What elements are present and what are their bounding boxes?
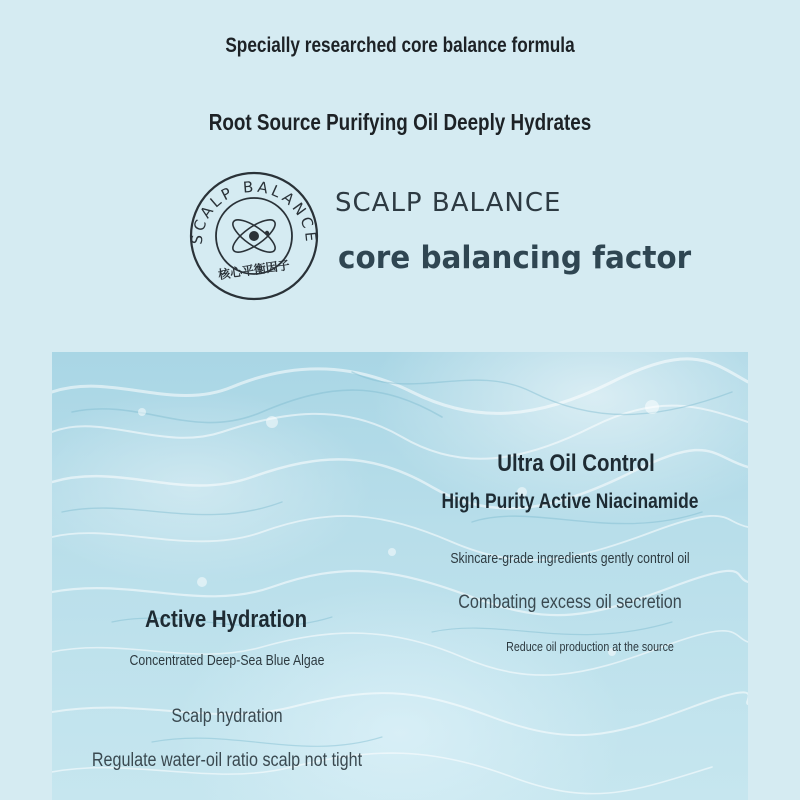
header-formula-line: Specially researched core balance formula [225,34,575,57]
hydration-subtitle: Concentrated Deep-Sea Blue Algae [129,652,325,669]
oil-control-subtitle: High Purity Active Niacinamide [441,490,699,513]
hydration-line-2: Regulate water-oil ratio scalp not tight [91,750,363,771]
oil-control-line-3: Reduce oil production at the source [506,639,674,654]
oil-control-line-2: Combating excess oil secretion [458,592,682,613]
oil-control-title: Ultra Oil Control [497,450,655,477]
scalp-balance-seal-logo [188,170,320,302]
brand-subtitle: core balancing factor [338,240,692,276]
hydration-title: Active Hydration [144,606,308,633]
water-ripple-pattern [52,352,748,800]
oil-control-line-1: Skincare-grade ingredients gently control oil [450,550,690,567]
brand-name: SCALP BALANCE [335,188,562,218]
hydration-line-1: Scalp hydration [171,706,283,727]
water-texture-panel [52,352,748,800]
seal-ring-text: SCALP BALANCE [188,177,320,246]
seal-bottom-text: 核心平衡因子 [217,258,291,282]
atom-icon [228,214,279,257]
header-purifying-line: Root Source Purifying Oil Deeply Hydrates [208,109,592,135]
